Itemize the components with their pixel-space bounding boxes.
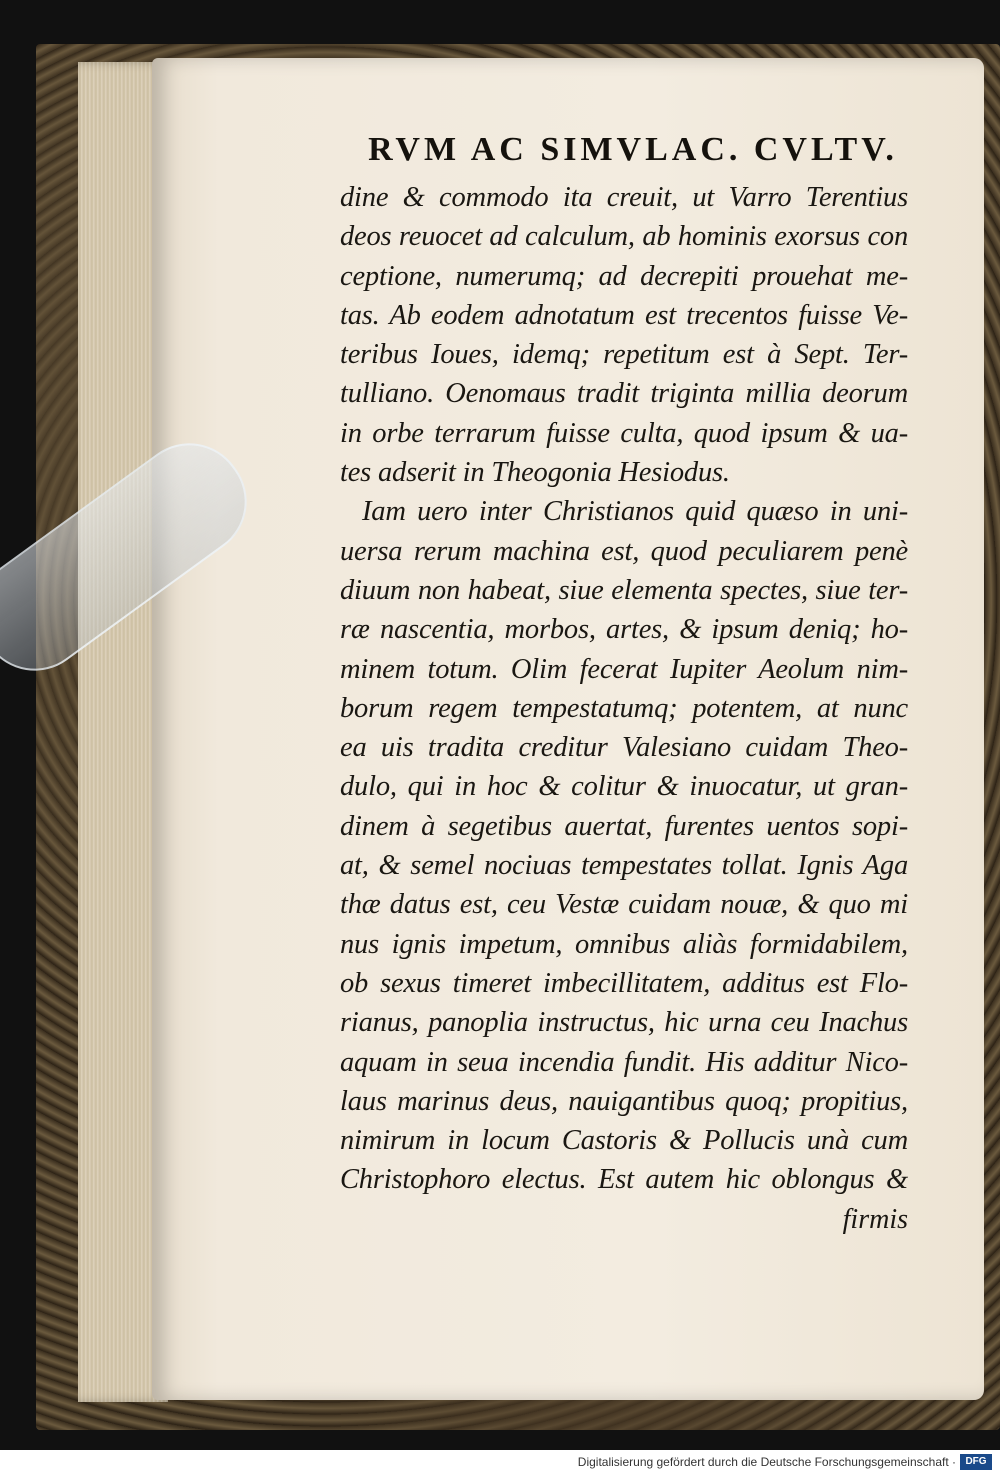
text-line: uersa rerum machina est, quod peculiarem penè [340,535,908,567]
text-line: ea uis tradita creditur Valesiano cuidam Theo- [340,732,908,764]
footer-credit: Digitalisierung gefördert durch die Deutsche Forschungsgemeinschaft · [577,1455,956,1469]
text-line: in orbe terrarum fuisse culta, quod ipsum & ua- [340,417,908,449]
text-line: Iam uero inter Christianos quid quæso in uni- [362,496,908,528]
text-line: rianus, panoplia instructus, hic urna ceu Inachus [340,1007,908,1039]
text-line: aquam in seua incendia fundit. His additur Nico- [340,1046,908,1078]
text-line: tas. Ab eodem adnotatum est trecentos fuisse Ve- [340,299,908,331]
text-block [340,128,908,1240]
text-line: diuum non habeat, siue elementa spectes, siue ter- [340,574,908,606]
text-line: dulo, qui in hoc & colitur & inuocatur, ut gran- [340,771,908,803]
text-line: nus ignis impetum, omnibus aliàs formidabilem, [340,928,908,960]
text-line: at, & semel nociuas tempestates tollat. Ignis Aga [340,850,908,882]
text-line: dine & commodo ita creuit, ut Varro Terentius [340,182,908,213]
text-line: tulliano. Oenomaus tradit triginta millia deorum [340,378,908,410]
text-line: nimirum in locum Castoris & Pollucis unà cum [340,1125,908,1157]
text-line: thæ datus est, ceu Vestæ cuidam nouæ, & quo mi [340,889,908,921]
text-line: tes adserit in Theogonia Hesiodus. [340,457,730,489]
catchword: firmis [842,1203,908,1235]
text-line: ob sexus timeret imbecillitatem, additus est Flo- [340,967,908,999]
text-line: ceptione, numerumq; ad decrepiti prouehat me- [340,260,908,292]
text-line: minem totum. Olim fecerat Iupiter Aeolum nim- [340,653,908,685]
text-line: deos reuocet ad calculum, ab hominis exorsus con [340,221,908,253]
running-head: RVM AC SIMVLAC. CVLTV. [368,131,898,168]
footer-bar [0,1450,1000,1475]
text-line: laus marinus deus, nauigantibus quoq; propitius, [340,1085,908,1117]
text-line: teribus Ioues, idemq; repetitum est à Sept. Ter- [340,339,908,371]
text-line: dinem à segetibus auertat, furentes uentos sopi- [340,810,908,842]
dfg-logo-icon: DFG [960,1454,992,1470]
text-line: borum regem tempestatumq; potentem, at nunc [340,692,908,724]
text-line: Christophoro electus. Est autem hic oblongus & [340,1164,908,1196]
text-line: ræ nascentia, morbos, artes, & ipsum deniq; ho- [340,614,908,646]
